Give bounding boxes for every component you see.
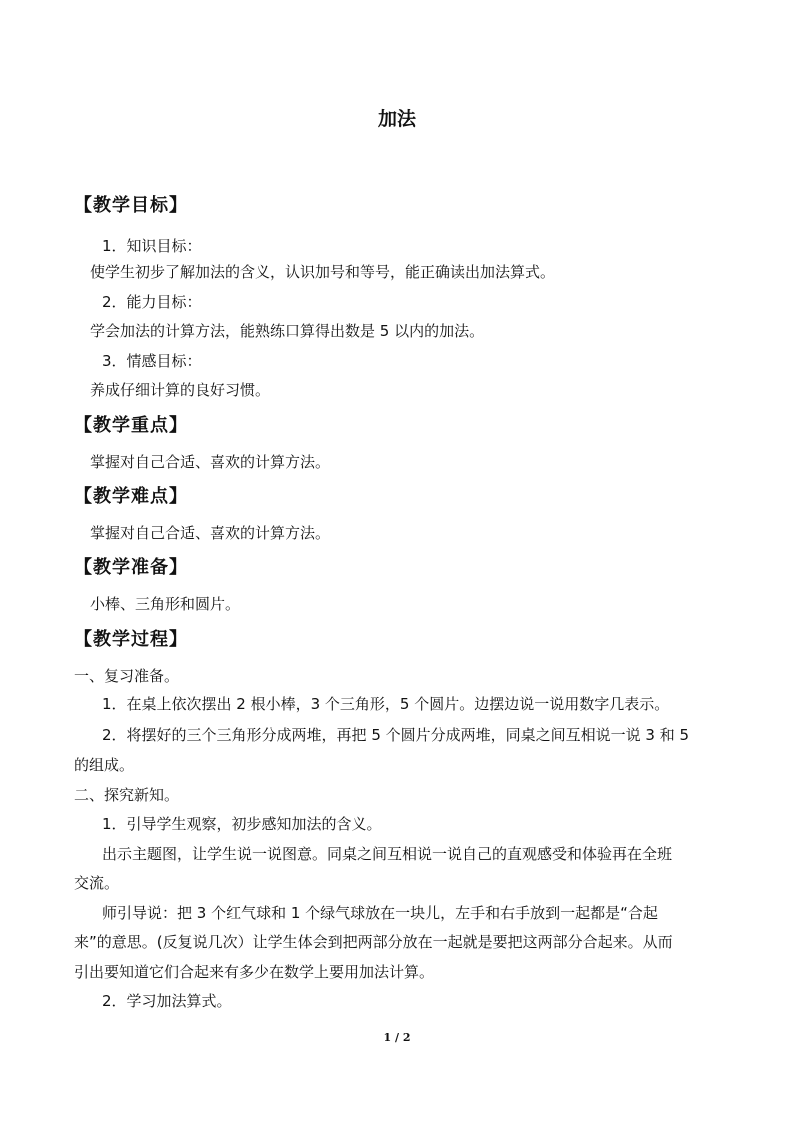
process-line-4: 的组成。	[74, 756, 135, 774]
goals-heading: 【教学目标】	[74, 195, 188, 216]
process-line-9: 师引导说：把 3 个红气球和 1 个绿气球放在一块儿，左手和右手放到一起都是“合起	[102, 904, 658, 922]
process-line-6: 1．引导学生观察，初步感知加法的含义。	[102, 815, 382, 833]
process-line-3: 2．将摆好的三个三角形分成两堆，再把 5 个圆片分成两堆，同桌之间互相说一说 3 和 5	[102, 726, 690, 744]
goal-line-5: 3．情感目标：	[102, 352, 202, 370]
process-line-11: 引出要知道它们合起来有多少在数学上要用加法计算。	[74, 963, 435, 981]
key-points-text: 掌握对自己合适、喜欢的计算方法。	[90, 453, 331, 471]
process-line-7: 出示主题图，让学生说一说图意。同桌之间互相说一说自己的直观感受和体验再在全班	[102, 845, 673, 863]
goal-line-6: 养成仔细计算的良好习惯。	[90, 381, 271, 399]
difficulties-text: 掌握对自己合适、喜欢的计算方法。	[90, 524, 331, 542]
process-line-10: 来”的意思。(反复说几次）让学生体会到把两部分放在一起就是要把这两部分合起来。从而	[74, 933, 673, 951]
page-number: 1 / 2	[383, 1031, 411, 1044]
goal-line-4: 学会加法的计算方法，能熟练口算得出数是 5 以内的加法。	[90, 322, 485, 340]
goal-line-2: 使学生初步了解加法的含义，认识加号和等号，能正确读出加法算式。	[90, 263, 556, 281]
process-line-2: 1．在桌上依次摆出 2 根小棒，3 个三角形，5 个圆片。边摆边说一说用数字几表示。	[102, 695, 670, 713]
process-line-5: 二、探究新知。	[74, 786, 180, 804]
preparation-heading: 【教学准备】	[74, 557, 188, 578]
difficulties-heading: 【教学难点】	[74, 486, 188, 507]
page-title: 加法	[377, 108, 416, 130]
goal-line-3: 2．能力目标：	[102, 293, 202, 311]
preparation-text: 小棒、三角形和圆片。	[90, 595, 241, 613]
goal-line-1: 1．知识目标：	[102, 237, 202, 255]
process-line-12: 2．学习加法算式。	[102, 992, 232, 1010]
process-line-8: 交流。	[74, 874, 120, 892]
process-line-1: 一、复习准备。	[74, 667, 180, 685]
key-points-heading: 【教学重点】	[74, 415, 188, 436]
process-heading: 【教学过程】	[74, 629, 188, 650]
